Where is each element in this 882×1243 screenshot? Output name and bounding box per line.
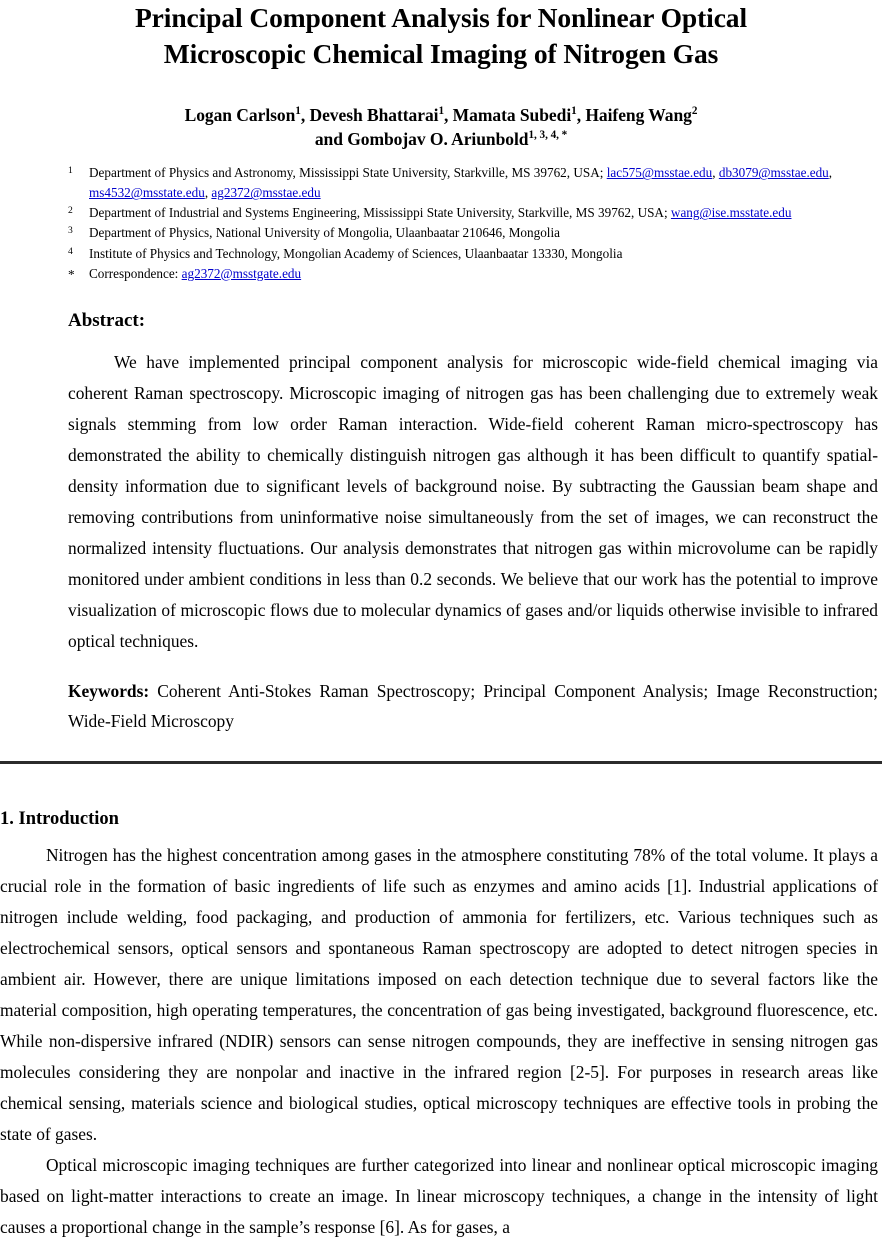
author-separator: , [300,104,310,125]
author-line-2 [60,127,822,152]
title-line-2: Microscopic Chemical Imaging of Nitrogen Gas [163,38,719,70]
introduction-heading: 1. Introduction [0,808,119,829]
affiliation-marker: 3 [68,225,73,237]
email-separator: , [204,185,212,201]
affiliations-list [0,163,882,284]
affiliation-institution: Institute of Physics and Technology, Mongolian Academy of Sciences, Ulaanbaatar 13330, Mongolia [89,245,623,261]
affiliation-institution: Department of Industrial and Systems Engineering, Mississippi State University, Starkville, MS 39762, USA; [89,205,671,221]
affiliation-marker: 4 [68,245,73,257]
title-block [0,0,882,73]
abstract-heading: Abstract: [68,310,146,332]
author-name: Haifeng Wang [585,104,692,125]
affiliation-marker: 2 [68,205,73,217]
author-affiliation-marker: 1 [571,104,577,117]
affiliation-text [89,264,876,284]
author-affiliation-marker: 1 [295,104,301,117]
author-separator: , [444,104,453,125]
affiliation-marker: 1 [68,165,73,177]
author-block [0,103,882,153]
affiliation-text [89,203,876,223]
email-link[interactable]: ag2372@msstae.edu [211,185,321,201]
introduction-paragraph-1: Nitrogen has the highest concentration among gases in the atmosphere constituting 78% of the total volume. It plays a crucial role in the formation of basic ingredients of life such as enzymes and amino acids [1]. Industrial applications of nitrogen include welding, food packaging, and production of ammonia for fertilizers, etc. Various techniques such as electrochemical sensors, optical sensors and spontaneous Raman spectroscopy are adopted to detect nitrogen species in ambient air. However, there are unique limitations imposed on each detection technique due to several factors like the material composition, high operating temperatures, the concentration of gas being investigated, background fluorescence, etc. While non-dispersive infrared (NDIR) sensors can sense nitrogen compounds, they are ineffective in sensing nitrogen gas molecules considering they are nonpolar and inactive in the infrared region [2-5]. For purposes in research areas like chemical sensing, materials science and biological studies, optical microscopy techniques are effective tools in probing the state of gases. [0,844,878,1144]
keywords-label: Keywords: [68,681,150,702]
email-separator: , [828,165,833,181]
keywords-text: Coherent Anti-Stokes Raman Spectroscopy; Principal Component Analysis; Image Reconstruction; Wide-Field Microscopy [68,681,878,732]
email-separator: , [712,165,719,181]
introduction-body [0,840,882,1243]
keywords-block [0,677,882,737]
email-link[interactable]: ms4532@msstate.edu [89,185,205,201]
author-name: Logan Carlson [184,104,296,125]
author-conjunction: and [314,129,348,150]
email-link[interactable]: ag2372@msstgate.edu [181,265,302,281]
author-separator: , [576,104,586,125]
affiliation-row [68,223,876,243]
email-link[interactable]: wang@ise.msstate.edu [670,205,792,221]
author-line-1 [60,103,822,128]
author-name: Mamata Subedi [452,104,572,125]
affiliation-row [68,244,876,264]
page-title [40,0,842,73]
affiliation-row [68,264,876,285]
email-link[interactable]: lac575@msstae.edu [606,165,713,181]
affiliation-text [89,223,876,243]
abstract-body: We have implemented principal component analysis for microscopic wide-field chemical imaging via coherent Raman spectroscopy. Microscopic imaging of nitrogen gas has been challenging due to extremely weak signals stemming from low order Raman interaction. Wide-field coherent Raman micro-spectroscopy has demonstrated the ability to chemically distinguish nitrogen gas although it has been difficult to quantify spatial-density information due to significant levels of background noise. By subtracting the Gaussian beam shape and removing contributions from uninformative noise simultaneously from the set of images, we can reconstruct the normalized intensity fluctuations. Our analysis demonstrates that nitrogen gas within microvolume can be rapidly monitored under ambient conditions in less than 0.2 seconds. We believe that our work has the potential to improve visualization of microscopic flows due to molecular dynamics of gases and/or liquids otherwise invisible to infrared optical techniques. [68,352,878,652]
author-affiliation-marker: 1, 3, 4, * [528,129,568,142]
introduction-paragraph-2: Optical microscopic imaging techniques are further categorized into linear and nonlinear optical microscopic imaging based on light-matter interactions to create an image. In linear microscopy techniques, a change in the intensity of light causes a proportional change in the sample’s response [6]. As for gases, a [0,1154,878,1237]
affiliation-row [68,163,876,203]
affiliation-marker: * [68,266,75,282]
affiliation-institution: Correspondence: [89,265,182,281]
affiliation-text [89,244,876,264]
section-divider [0,761,882,764]
author-affiliation-marker: 2 [691,104,698,117]
author-affiliation-marker: 1 [438,104,445,117]
affiliation-text [89,163,876,203]
title-line-1: Principal Component Analysis for Nonlinear Optical [134,2,748,33]
author-name: Devesh Bhattarai [309,104,439,125]
email-link[interactable]: db3079@msstae.edu [718,165,829,181]
affiliation-institution: Department of Physics and Astronomy, Mississippi State University, Starkville, MS 39762, USA; [89,165,607,181]
affiliation-row [68,203,876,223]
author-name: Gombojav O. Ariunbold [347,129,529,150]
affiliation-institution: Department of Physics, National University of Mongolia, Ulaanbaatar 210646, Mongolia [89,225,560,241]
